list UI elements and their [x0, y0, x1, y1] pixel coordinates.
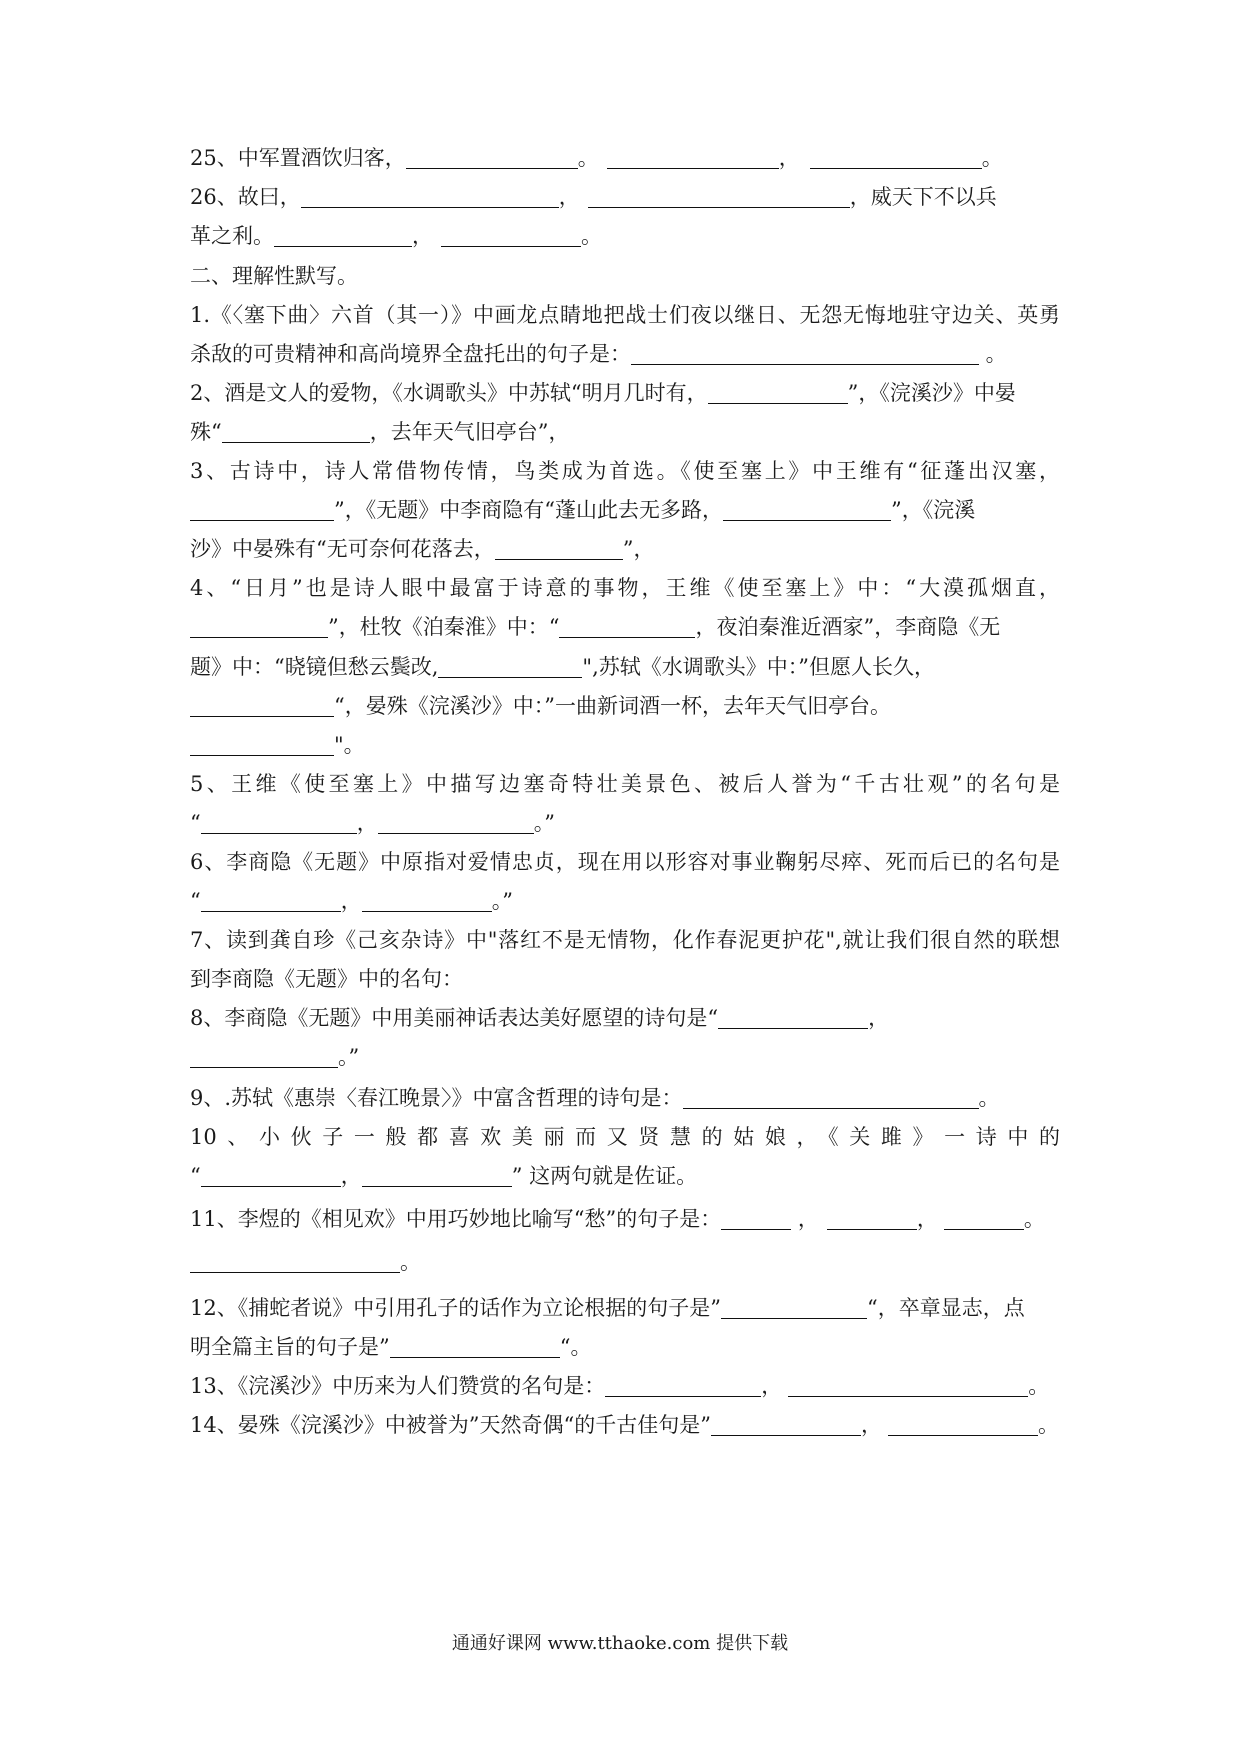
- item-25-text: 。: [577, 146, 599, 170]
- answer-blank[interactable]: [723, 498, 891, 521]
- answer-blank[interactable]: [190, 694, 334, 717]
- answer-blank[interactable]: [718, 1006, 868, 1029]
- question-11-text: 11、李煜的《相见欢》中用巧妙地比喻写“愁”的句子是：: [190, 1207, 722, 1231]
- question-3-text: 沙》中晏殊有“无可奈何花落去，: [190, 537, 495, 561]
- question-11-line: [190, 1247, 1060, 1277]
- question-8-line: [190, 1042, 1060, 1072]
- question-3-text: ”，《浣溪: [890, 498, 976, 522]
- question-1-text: 杀敌的可贵精神和高尚境界全盘托出的句子是：: [190, 342, 631, 366]
- question-10-text: ” 这两句就是佐证。: [511, 1164, 698, 1188]
- item-26-text: ，: [558, 185, 580, 209]
- question-5-line: 5、王维《使至塞上》中描写边塞奇特壮美景色、被后人誉为“千古壮观”的名句是: [190, 772, 1060, 796]
- answer-blank[interactable]: [438, 655, 582, 678]
- question-11-text: 。: [400, 1250, 421, 1274]
- question-4-line: [190, 691, 1060, 721]
- answer-blank[interactable]: [441, 224, 581, 247]
- question-14-line: [190, 1410, 1060, 1440]
- answer-blank[interactable]: [683, 1086, 979, 1109]
- question-10-text: “: [190, 1164, 201, 1188]
- question-13-text: 13、《浣溪沙》中历来为人们赞赏的名句是：: [190, 1374, 606, 1398]
- question-8-line: [190, 1003, 1060, 1033]
- question-7-line: 7、读到龚自珍《己亥杂诗》中"落红不是无情物，化作春泥更护花",就让我们很自然的联想: [190, 928, 1060, 952]
- question-5-line: [190, 808, 1060, 838]
- answer-blank[interactable]: [201, 1164, 341, 1187]
- answer-blank[interactable]: [274, 224, 412, 247]
- question-9-line: [190, 1083, 1060, 1113]
- question-4-text: 题》中：“晓镜但愁云鬓改,: [190, 655, 439, 679]
- answer-blank[interactable]: [588, 185, 850, 208]
- section-heading: 二、理解性默写。: [190, 264, 358, 288]
- question-3-line: [190, 534, 1060, 564]
- question-13-text: 。: [1028, 1374, 1050, 1398]
- question-3-line: 3、古诗中，诗人常借物传情，鸟类成为首选。《使至塞上》中王维有“征蓬出汉塞，: [190, 459, 1060, 483]
- question-12-text: 12、《捕蛇者说》中引用孔子的话作为立论根据的句子是”: [190, 1296, 721, 1320]
- question-13-line: [190, 1371, 1060, 1401]
- question-4-text: ”，杜牧《泊秦淮》中：“: [328, 615, 560, 639]
- question-3-line: [190, 495, 1060, 525]
- question-11-text: ，: [791, 1207, 819, 1231]
- answer-blank[interactable]: [721, 1207, 791, 1230]
- item-26-cont: [190, 221, 1060, 251]
- question-8-text: ，: [868, 1006, 890, 1030]
- answer-blank[interactable]: [201, 889, 341, 912]
- answer-blank[interactable]: [559, 615, 695, 638]
- question-10-text: ，: [340, 1164, 362, 1188]
- question-1-line: 1.《〈塞下曲〉六首（其一）》中画龙点睛地把战士们夜以继日、无怨无悔地驻守边关、英勇: [190, 303, 1060, 327]
- answer-blank[interactable]: [944, 1207, 1024, 1230]
- footer-source: 通通好课网 www.tthaoke.com 提供下载: [451, 1633, 789, 1654]
- question-11-text: 。: [1023, 1207, 1045, 1231]
- answer-blank[interactable]: [605, 1374, 761, 1397]
- item-26-text: ，: [412, 224, 433, 248]
- question-12-text: “，卒章显志，点: [866, 1296, 1025, 1320]
- answer-blank[interactable]: [708, 381, 848, 404]
- question-14-text: 。: [1037, 1413, 1059, 1437]
- answer-blank[interactable]: [190, 1250, 400, 1273]
- question-6-text: ，: [340, 889, 362, 913]
- question-1-text: 。: [979, 342, 1007, 366]
- question-3-text: ”，: [622, 537, 655, 561]
- question-5-text: ，: [356, 811, 378, 835]
- answer-blank[interactable]: [607, 146, 779, 169]
- question-7-line: 到李商隐《无题》中的名句：: [190, 967, 463, 991]
- item-26-text: 革之利。: [190, 224, 274, 248]
- question-4-text: ",苏轼《水调歌头》中：”但愿人长久，: [582, 655, 935, 679]
- question-2-text: 2、酒是文人的爱物，《水调歌头》中苏轼“明月几时有，: [190, 381, 708, 405]
- item-25-text: 。: [981, 146, 1003, 170]
- question-5-text: 。”: [533, 811, 555, 835]
- question-4-line: [190, 652, 1060, 682]
- item-25-text: ，: [778, 146, 800, 170]
- question-12-line: [190, 1332, 1060, 1362]
- answer-blank[interactable]: [362, 1164, 512, 1187]
- answer-blank[interactable]: [190, 615, 328, 638]
- answer-blank[interactable]: [378, 811, 534, 834]
- question-6-text: “: [190, 889, 201, 913]
- answer-blank[interactable]: [390, 1335, 560, 1358]
- question-2-text: 殊“: [190, 420, 222, 444]
- answer-blank[interactable]: [827, 1207, 917, 1230]
- question-8-text: 。”: [338, 1045, 360, 1069]
- item-26: [190, 182, 1060, 212]
- question-1-answer-line: [190, 339, 1060, 369]
- item-25-text: 25、中军置酒饮归客，: [190, 146, 406, 170]
- question-6-line: 6、李商隐《无题》中原指对爱情忠贞，现在用以形容对事业鞠躬尽瘁、死而后已的名句是: [190, 850, 1060, 874]
- answer-blank[interactable]: [190, 733, 334, 756]
- question-4-text: "。: [334, 733, 365, 757]
- answer-blank[interactable]: [810, 146, 982, 169]
- question-4-text: ，夜泊秦淮近酒家”，李商隐《无: [695, 615, 1001, 639]
- question-10-line: 10、小伙子一般都喜欢美丽而又贤慧的姑娘，《关雎》一诗中的: [190, 1125, 1060, 1149]
- answer-blank[interactable]: [190, 498, 334, 521]
- question-14-text: ，: [860, 1413, 882, 1437]
- question-4-text: “，晏殊《浣溪沙》中：”一曲新词酒一杯，去年天气旧亭台。: [334, 694, 891, 718]
- question-14-text: 14、晏殊《浣溪沙》中被誉为”天然奇偶“的千古佳句是”: [190, 1413, 711, 1437]
- question-11-text: ，: [916, 1207, 938, 1231]
- question-12-line: [190, 1293, 1060, 1323]
- answer-blank[interactable]: [201, 811, 357, 834]
- answer-blank[interactable]: [788, 1374, 1028, 1397]
- question-9-text: 9、.苏轼《惠崇〈春江晚景〉》中富含哲理的诗句是：: [190, 1086, 683, 1110]
- answer-blank[interactable]: [190, 1045, 338, 1068]
- question-13-text: ，: [761, 1374, 783, 1398]
- question-4-line: [190, 612, 1060, 642]
- question-9-text: 。: [978, 1086, 1000, 1110]
- answer-blank[interactable]: [301, 185, 559, 208]
- question-3-text: ”，《无题》中李商隐有“蓬山此去无多路，: [334, 498, 723, 522]
- question-2-line: [190, 378, 1060, 408]
- question-10-line: [190, 1161, 1060, 1191]
- question-5-text: “: [190, 811, 201, 835]
- answer-blank[interactable]: [495, 537, 623, 560]
- answer-blank[interactable]: [406, 146, 578, 169]
- item-26-text: ，威天下不以兵: [849, 185, 997, 209]
- question-6-text: 。”: [491, 889, 513, 913]
- answer-blank[interactable]: [711, 1413, 861, 1436]
- answer-blank[interactable]: [631, 342, 979, 365]
- item-26-text: 26、故曰，: [190, 185, 301, 209]
- question-8-text: 8、李商隐《无题》中用美丽神话表达美好愿望的诗句是“: [190, 1006, 719, 1030]
- answer-blank[interactable]: [888, 1413, 1038, 1436]
- question-4-line: 4、“日月”也是诗人眼中最富于诗意的事物，王维《使至塞上》中：“大漠孤烟直，: [190, 576, 1060, 600]
- question-6-line: [190, 886, 1060, 916]
- question-4-line: [190, 730, 1060, 760]
- answer-blank[interactable]: [362, 889, 492, 912]
- question-12-text: “。: [559, 1335, 592, 1359]
- question-12-text: 明全篇主旨的句子是”: [190, 1335, 390, 1359]
- question-11-line: [190, 1204, 1060, 1234]
- question-2-line: [190, 417, 1060, 447]
- question-2-text: ，去年天气旧亭台”，: [369, 420, 570, 444]
- answer-blank[interactable]: [222, 420, 370, 443]
- answer-blank[interactable]: [721, 1296, 867, 1319]
- question-2-text: ”，《浣溪沙》中晏: [847, 381, 1016, 405]
- item-26-text: 。: [581, 224, 602, 248]
- item-25: [190, 143, 1060, 173]
